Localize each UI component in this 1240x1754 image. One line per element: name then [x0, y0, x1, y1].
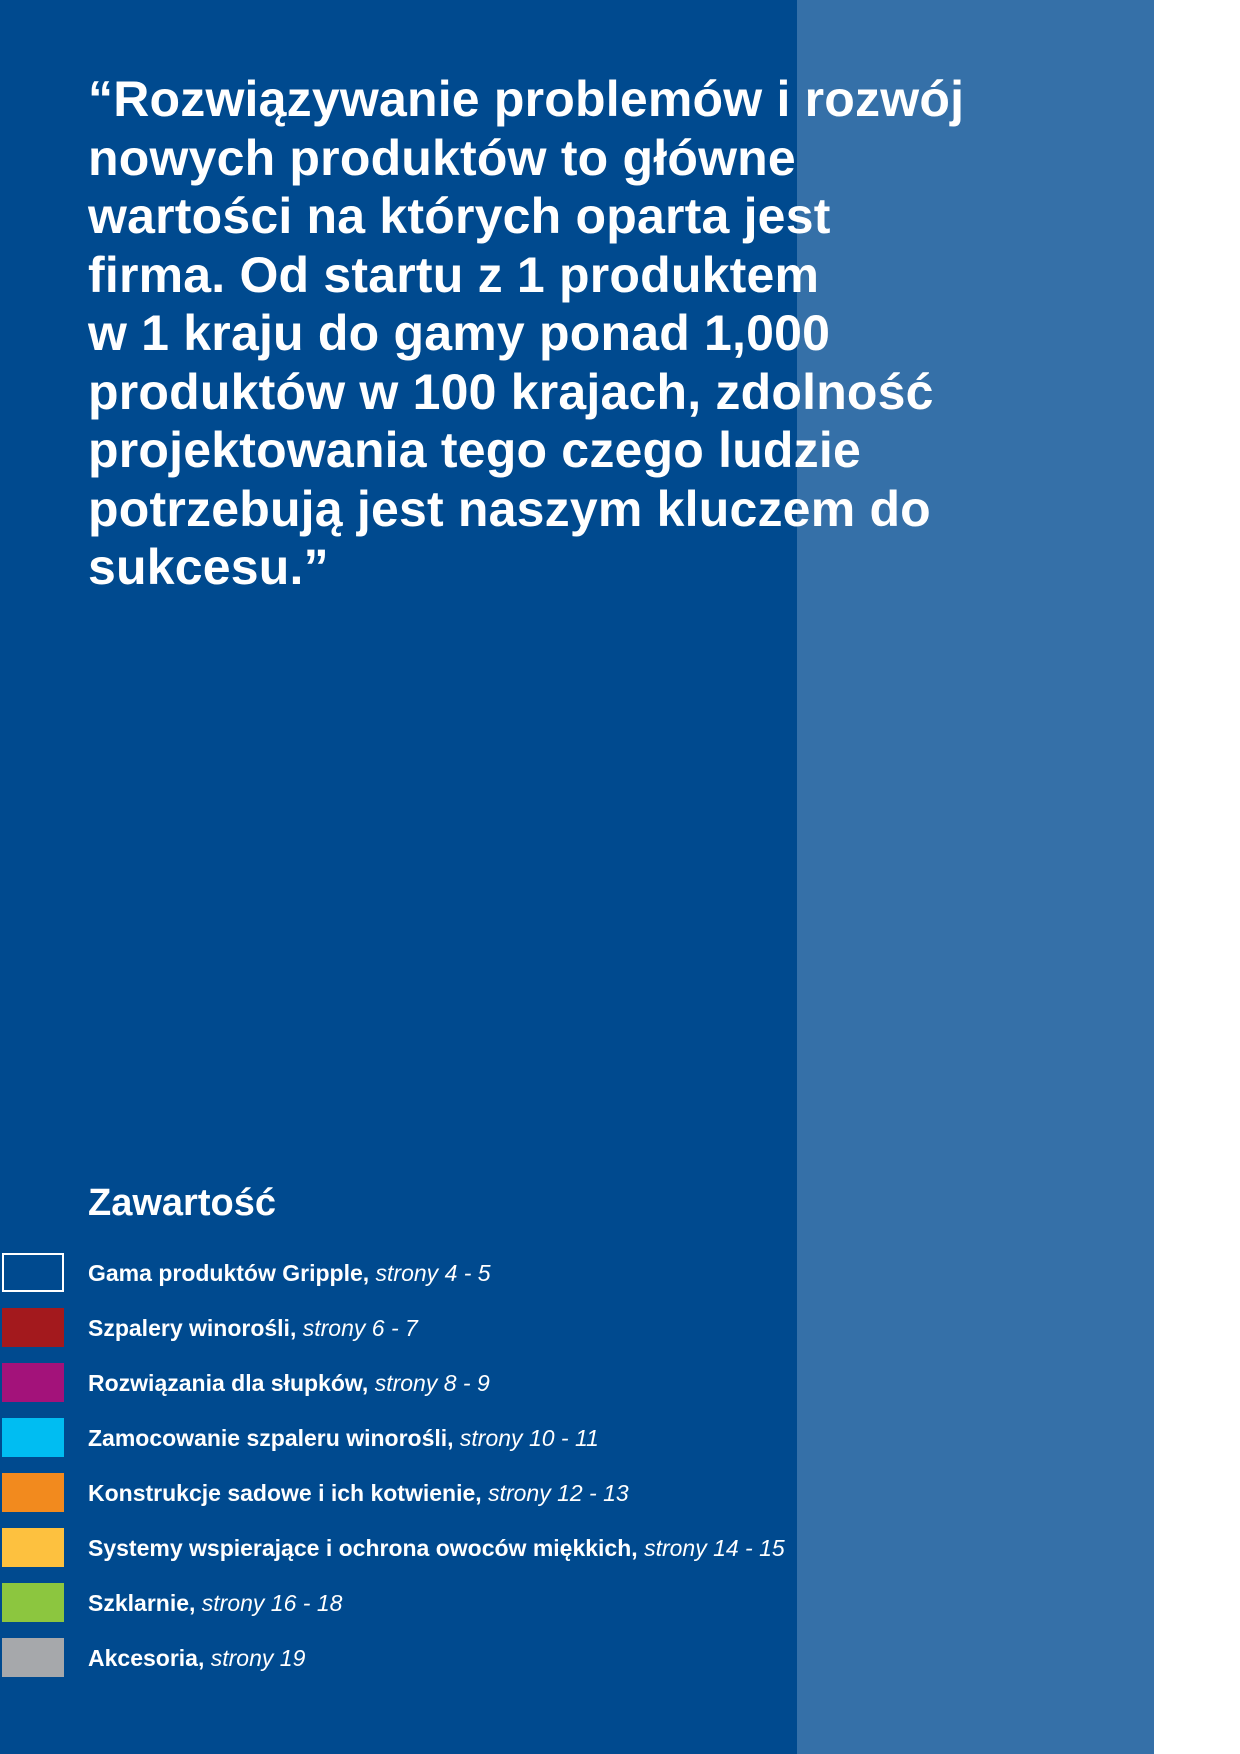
toc-item-pages: strony 6 - 7	[302, 1315, 418, 1341]
toc-item-pages: strony 4 - 5	[375, 1260, 491, 1286]
toc-item[interactable]	[0, 1417, 900, 1461]
toc-item-pages: strony 19	[210, 1645, 306, 1671]
toc-item-label: Rozwiązania dla słupków,	[88, 1370, 369, 1396]
color-swatch	[2, 1363, 64, 1402]
toc-item-label: Konstrukcje sadowe i ich kotwienie,	[88, 1480, 482, 1506]
color-swatch	[2, 1253, 64, 1292]
toc-item-label: Gama produktów Gripple,	[88, 1260, 370, 1286]
color-swatch	[2, 1308, 64, 1347]
toc-item-label: Szklarnie,	[88, 1590, 196, 1616]
toc-item-label: Zamocowanie szpaleru winorośli,	[88, 1425, 454, 1451]
toc-item-label: Systemy wspierające i ochrona owoców miękkich,	[88, 1535, 638, 1561]
toc-item-pages: strony 14 - 15	[644, 1535, 785, 1561]
toc-item-pages: strony 16 - 18	[201, 1590, 343, 1616]
toc-title: Zawartość	[88, 1182, 276, 1224]
toc-item[interactable]	[0, 1582, 900, 1626]
color-swatch	[2, 1473, 64, 1512]
color-swatch	[2, 1418, 64, 1457]
toc-item-label: Szpalery winorośli,	[88, 1315, 297, 1341]
table-of-contents	[0, 1178, 900, 1671]
toc-item-pages: strony 8 - 9	[374, 1370, 490, 1396]
toc-item[interactable]	[0, 1362, 900, 1406]
toc-item-label: Akcesoria,	[88, 1645, 205, 1671]
color-swatch	[2, 1583, 64, 1622]
color-swatch	[2, 1528, 64, 1567]
toc-item[interactable]	[0, 1252, 900, 1296]
toc-item-pages: strony 10 - 11	[459, 1425, 599, 1451]
toc-item[interactable]	[0, 1472, 900, 1516]
color-swatch	[2, 1638, 64, 1677]
quote-text: “Rozwiązywanie problemów i rozwój nowych produktów to główne wartości na których oparta jest firma. Od startu z 1 produktem w 1 kraju do gamy ponad 1,000 produktów w 100 krajach, zdolność projektowania tego czego ludzie potrzebują jest naszym kluczem do sukcesu.”	[88, 71, 965, 595]
toc-item-pages: strony 12 - 13	[488, 1480, 629, 1506]
toc-item[interactable]	[0, 1307, 900, 1351]
toc-item[interactable]	[0, 1637, 900, 1681]
toc-item[interactable]	[0, 1527, 900, 1571]
